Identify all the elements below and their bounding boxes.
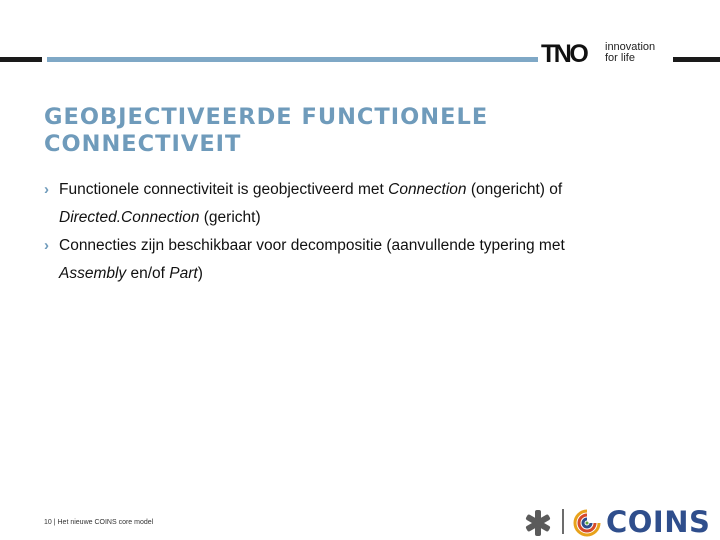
bullet-text: Connecties zijn beschikbaar voor decompositie (aanvullende typering met bbox=[59, 237, 565, 254]
bullet-item bbox=[44, 176, 694, 232]
tno-logo bbox=[541, 42, 671, 66]
header-rule-left bbox=[0, 57, 42, 62]
bullet-text: (ongericht) of bbox=[466, 181, 563, 198]
slide-title-line-1: GEOBJECTIVEERDE FUNCTIONELE bbox=[44, 104, 489, 130]
footer-caption: 10 | Het nieuwe COINS core model bbox=[44, 519, 154, 526]
bullet-emphasis: Part bbox=[169, 265, 198, 282]
tno-wordmark: TNO bbox=[541, 40, 587, 68]
coins-wordmark: COINS bbox=[606, 505, 711, 539]
asterisk-icon bbox=[522, 507, 554, 539]
bullet-emphasis: Directed.Connection bbox=[59, 209, 200, 226]
tagline-line-2: for life bbox=[605, 52, 635, 64]
header-rule-main bbox=[47, 57, 538, 62]
coins-logo bbox=[522, 505, 720, 540]
bullet-emphasis: Assembly bbox=[59, 265, 127, 282]
tagline-line-1: innovation bbox=[605, 41, 656, 53]
bullet-text: (gericht) bbox=[199, 209, 261, 226]
slide-title bbox=[44, 104, 684, 158]
tno-tagline bbox=[605, 42, 655, 64]
header-rule-right bbox=[673, 57, 720, 62]
coins-mark-icon bbox=[572, 508, 602, 538]
bullet-list bbox=[44, 176, 694, 288]
bullet-text: Functionele connectiviteit is geobjectiveerd met bbox=[59, 181, 389, 198]
logo-divider bbox=[562, 509, 564, 534]
chevron-right-icon: › bbox=[44, 181, 49, 198]
bullet-emphasis: Connection bbox=[388, 181, 467, 198]
bullet-text: ) bbox=[197, 265, 203, 282]
bullet-item bbox=[44, 232, 694, 288]
slide-title-line-2: CONNECTIVEIT bbox=[44, 131, 242, 157]
chevron-right-icon: › bbox=[44, 237, 49, 254]
bullet-text: en/of bbox=[126, 265, 170, 282]
